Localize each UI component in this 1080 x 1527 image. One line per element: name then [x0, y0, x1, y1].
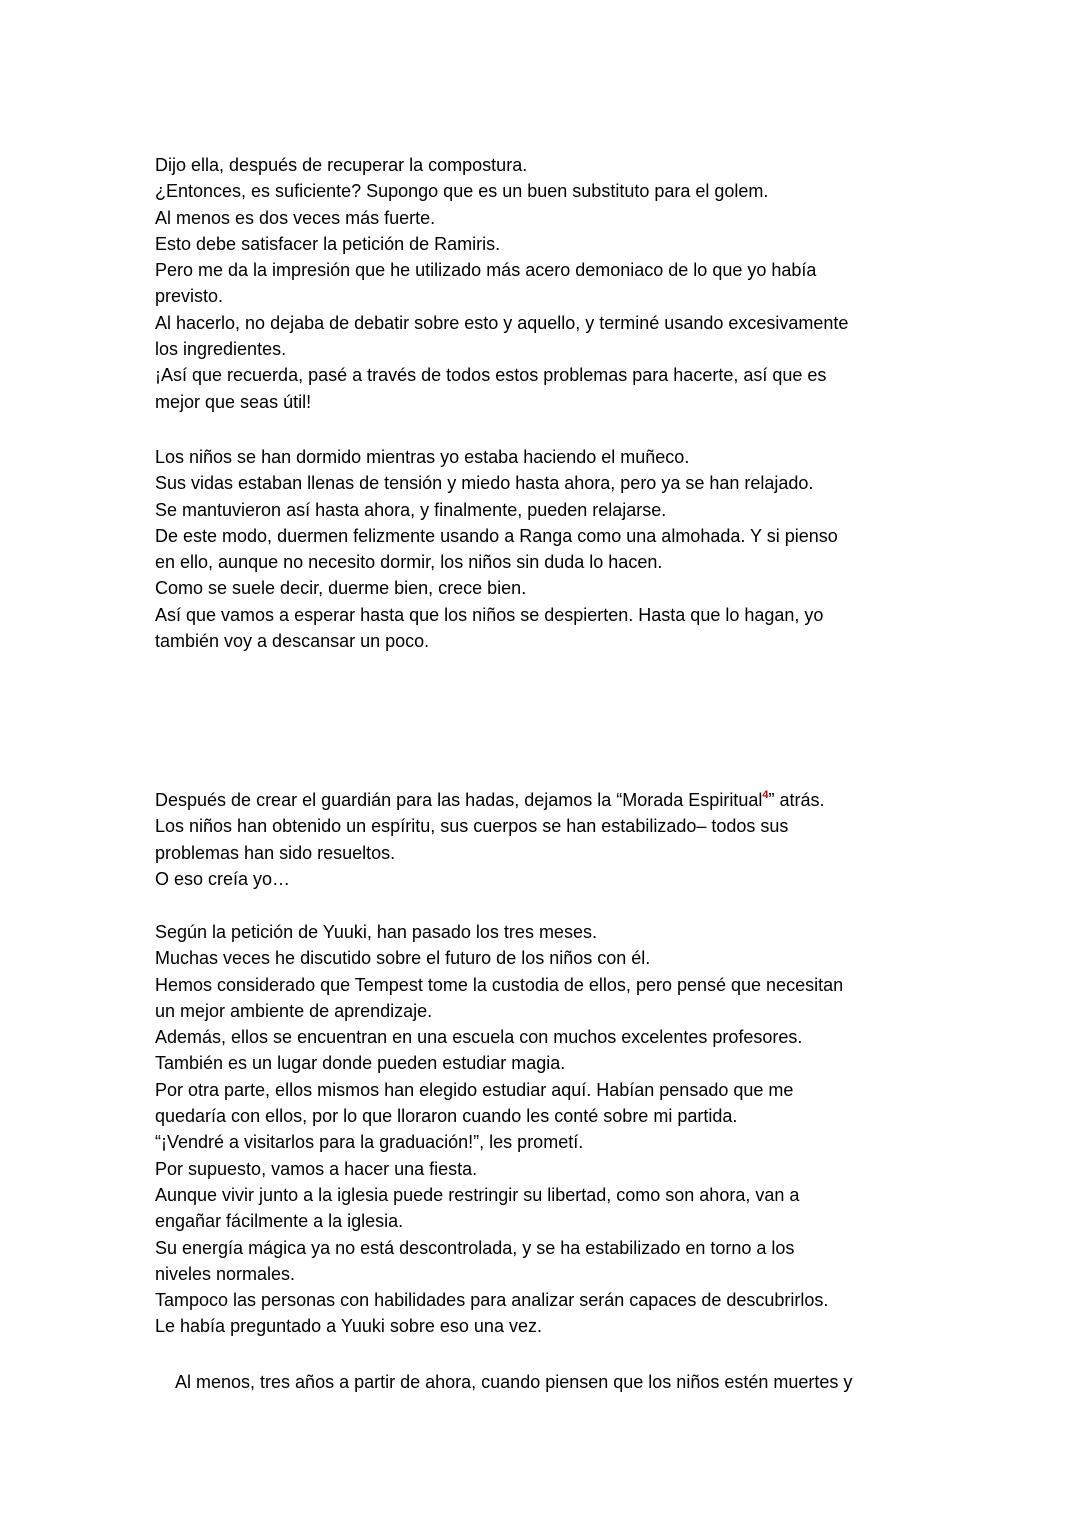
text-line: También es un lugar donde pueden estudiar magia. [155, 1053, 566, 1074]
text-line: Su energía mágica ya no está descontrolada, y se ha estabilizado en torno a los [155, 1237, 795, 1258]
text-line: Muchas veces he discutido sobre el futuro de los niños con él. [155, 948, 651, 969]
text-line: los ingredientes. [155, 339, 287, 360]
text-line: Dijo ella, después de recuperar la compostura. [155, 155, 528, 175]
text-line: De este modo, duermen felizmente usando a Ranga como una almohada. Y si pienso [155, 525, 838, 546]
text-line: Los niños se han dormido mientras yo estaba haciendo el muñeco. [155, 447, 690, 467]
text-line: Por supuesto, vamos a hacer una fiesta. [155, 1158, 478, 1179]
text-line: mejor que seas útil! [155, 391, 312, 412]
text-line: un mejor ambiente de aprendizaje. [155, 1000, 433, 1021]
paragraph-block-2 [155, 444, 935, 654]
text-line: problemas han sido resueltos. [155, 842, 396, 863]
text-segment: ” atrás. [768, 790, 825, 810]
text-line: Así que vamos a esperar hasta que los niños se despierten. Hasta que lo hagan, yo [155, 604, 824, 625]
text-line: Según la petición de Yuuki, han pasado los tres meses. [155, 922, 597, 942]
text-line: engañar fácilmente a la iglesia. [155, 1211, 404, 1232]
text-line: quedaría con ellos, por lo que lloraron cuando les conté sobre mi partida. [155, 1106, 738, 1127]
paragraph-block-4 [155, 919, 935, 1340]
text-line: Al hacerlo, no dejaba de debatir sobre esto y aquello, y terminé usando excesivamente [155, 312, 849, 333]
text-line: O eso creía yo… [155, 868, 291, 889]
text-line: Hemos considerado que Tempest tome la custodia de ellos, pero pensé que necesitan [155, 974, 844, 995]
paragraph-block-3 [155, 787, 935, 892]
text-line: ¡Así que recuerda, pasé a través de todos estos problemas para hacerte, así que es [155, 365, 827, 386]
text-line: en ello, aunque no necesito dormir, los niños sin duda lo hacen. [155, 552, 663, 573]
text-line: “¡Vendré a visitarlos para la graduación!”, les prometí. [155, 1132, 584, 1153]
text-line: también voy a descansar un poco. [155, 631, 430, 652]
text-line: Los niños han obtenido un espíritu, sus cuerpos se han estabilizado– todos sus [155, 816, 789, 837]
text-line: Se mantuvieron así hasta ahora, y finalmente, pueden relajarse. [155, 499, 667, 520]
text-line: Al menos es dos veces más fuerte. [155, 207, 436, 228]
text-line: Aunque vivir junto a la iglesia puede restringir su libertad, como son ahora, van a [155, 1184, 800, 1205]
footnote-marker[interactable]: 4 [762, 789, 769, 801]
text-line: previsto. [155, 286, 224, 307]
text-segment: Después de crear el guardián para las hadas, dejamos la “Morada Espiritual [155, 790, 763, 810]
text-line: Además, ellos se encuentran en una escuela con muchos excelentes profesores. [155, 1027, 803, 1048]
text-line: niveles normales. [155, 1263, 296, 1284]
text-line: Por otra parte, ellos mismos han elegido estudiar aquí. Habían pensado que me [155, 1079, 794, 1100]
text-line: ¿Entonces, es suficiente? Supongo que es un buen substituto para el golem. [155, 181, 769, 202]
text-line-with-footnote [155, 787, 935, 813]
paragraph-block-5 [155, 1369, 935, 1395]
text-line: Sus vidas estaban llenas de tensión y miedo hasta ahora, pero ya se han relajado. [155, 473, 814, 494]
text-line: Le había preguntado a Yuuki sobre eso una vez. [155, 1316, 542, 1337]
paragraph-block-1 [155, 152, 935, 415]
text-line: Como se suele decir, duerme bien, crece bien. [155, 578, 527, 599]
text-line: Tampoco las personas con habilidades para analizar serán capaces de descubrirlos. [155, 1290, 829, 1311]
text-line: Esto debe satisfacer la petición de Ramiris. [155, 233, 501, 254]
text-line-indented: Al menos, tres años a partir de ahora, cuando piensen que los niños estén muertes y [175, 1372, 853, 1392]
text-line: Pero me da la impresión que he utilizado más acero demoniaco de lo que yo había [155, 260, 817, 281]
